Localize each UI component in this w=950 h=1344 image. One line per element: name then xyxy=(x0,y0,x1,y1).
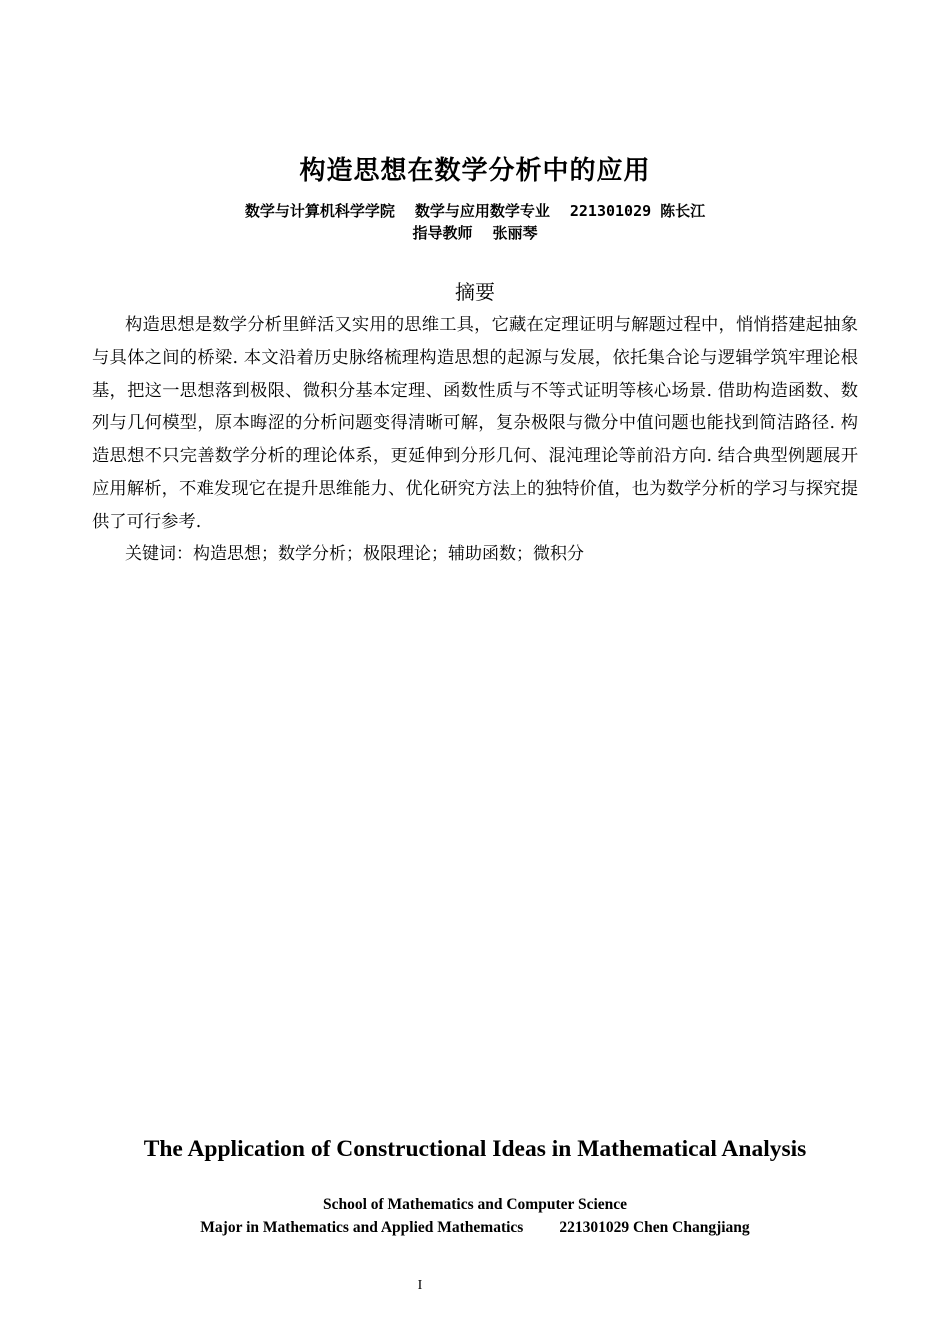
abstract-body: 构造思想是数学分析里鲜活又实用的思维工具，它藏在定理证明与解题过程中，悄悄搭建起抽象与具体之间的桥梁. 本文沿着历史脉络梳理构造思想的起源与发展，依托集合论与逻辑学筑牢理论根基，把这一思想落到极限、微积分基本定理、函数性质与不等式证明等核心场景. 借助构造函数、数列与几何模型，原本晦涩的分析问题变得清晰可解，复杂极限与微分中值问题也能找到简洁路径. 构造思想不只完善数学分析的理论体系，更延伸到分形几何、混沌理论等前沿方向. 结合典型例题展开应用解析，不难发现它在提升思维能力、优化研究方法上的独特价值，也为数学分析的学习与探究提供了可行参考. xyxy=(92,315,858,532)
school-en: School of Mathematics and Computer Science xyxy=(322,1196,628,1213)
major-en: Major in Mathematics and Applied Mathematics xyxy=(200,1219,524,1236)
page-number: I xyxy=(417,1278,423,1293)
chinese-author-block xyxy=(0,200,950,244)
major-id-line-en xyxy=(0,1216,950,1239)
advisor-label: 指导教师 xyxy=(412,224,473,242)
student-id-name-cn: 221301029 陈长江 xyxy=(569,202,706,220)
abstract-heading: 摘要 xyxy=(455,280,495,304)
english-author-block xyxy=(0,1193,950,1239)
english-title: The Application of Constructional Ideas in Mathematical Analysis xyxy=(143,1136,807,1162)
chinese-title: 构造思想在数学分析中的应用 xyxy=(299,156,651,186)
student-id-name-en: 221301029 Chen Changjiang xyxy=(559,1219,750,1236)
major-cn: 数学与应用数学专业 xyxy=(414,202,550,220)
keywords-line: 关键词：构造思想；数学分析；极限理论；辅助函数；微积分 xyxy=(125,544,584,564)
advisor-line xyxy=(0,222,950,244)
author-line xyxy=(0,200,950,222)
school-cn: 数学与计算机科学学院 xyxy=(244,202,395,220)
advisor-name: 张丽琴 xyxy=(492,224,538,242)
